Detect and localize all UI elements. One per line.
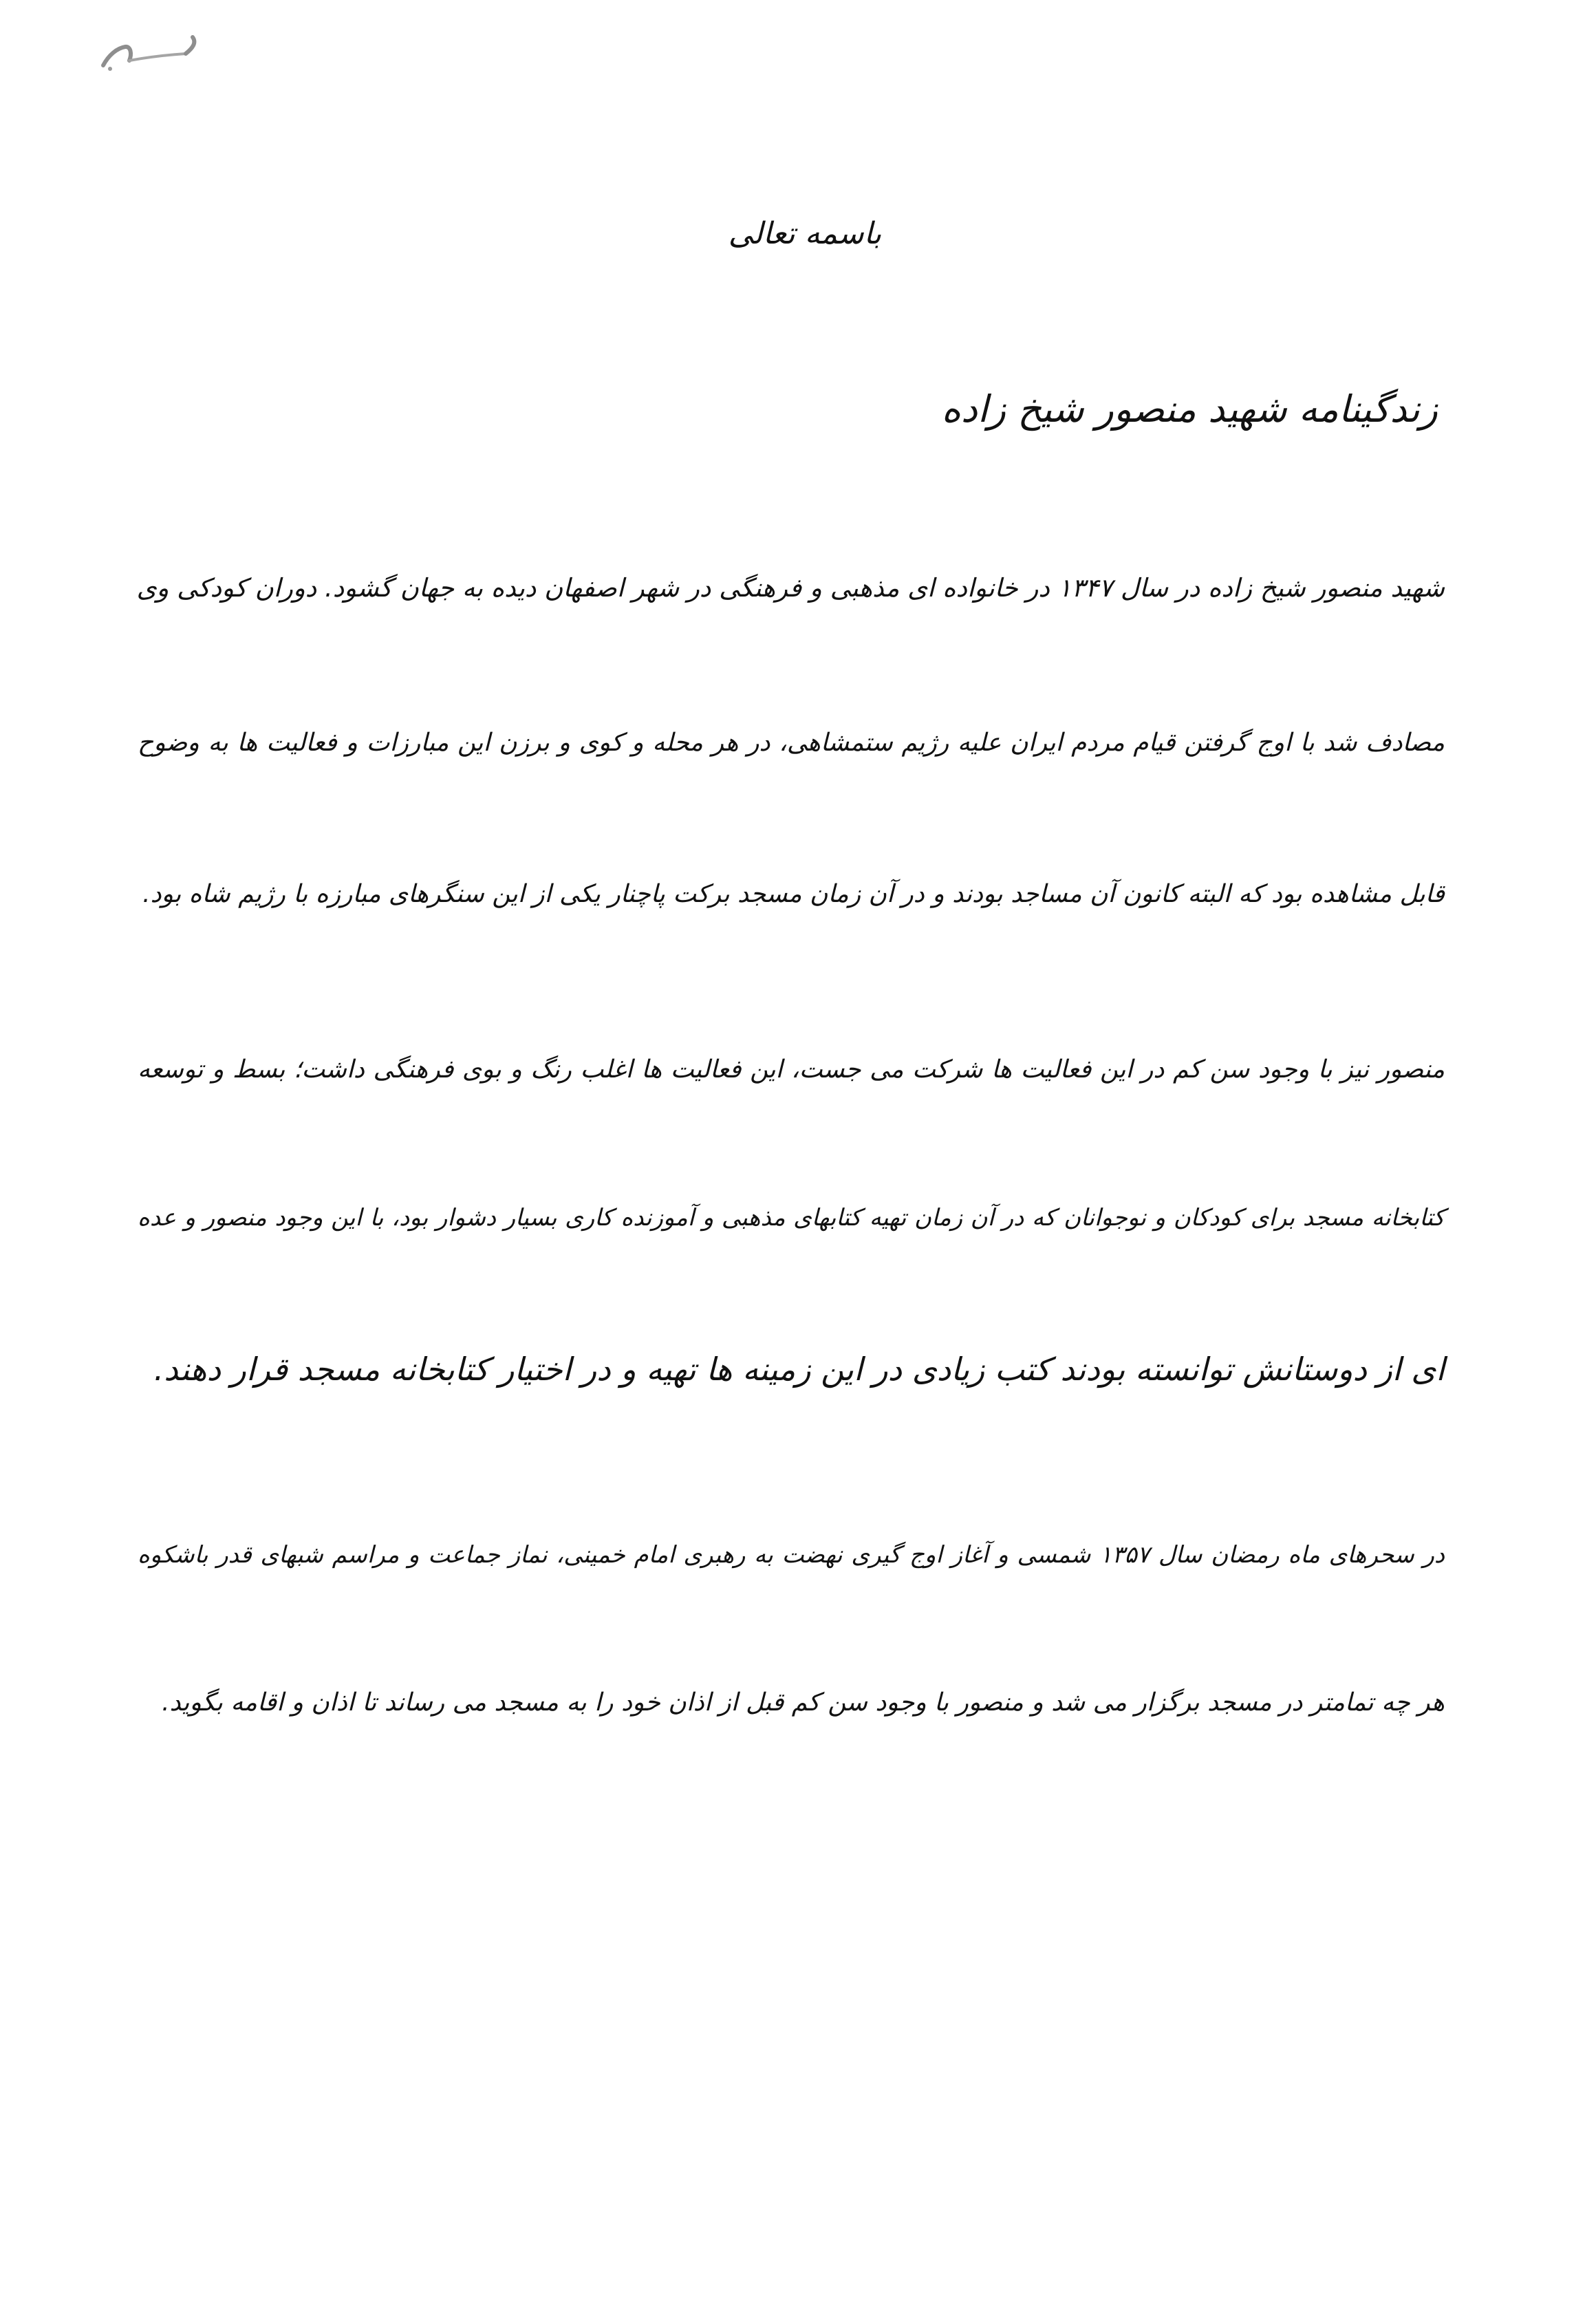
paragraph-2-line-1: منصور نیز با وجود سن کم در این فعالیت ها شرکت می جست، این فعالیت ها اغلب رنگ و بوی فرهنگی داشت؛ بسط و توسعه xyxy=(138,1055,1445,1084)
paragraph-1-line-2: مصادف شد با اوج گرفتن قیام مردم ایران علیه رژیم ستمشاهی، در هر محله و کوی و برزن این مبارزات و فعالیت ها به وضوح xyxy=(138,729,1445,757)
paragraph-2-line-2: کتابخانه مسجد برای کودکان و نوجوانان که در آن زمان تهیه کتابهای مذهبی و آموزنده کاری بسیار دشوار بود، با این وجود منصور و عده xyxy=(138,1204,1445,1232)
paragraph-1-line-1: شهید منصور شیخ زاده در سال ۱۳۴۷ در خانواده ای مذهبی و فرهنگی در شهر اصفهان دیده به جهان گشود. دوران کودکی وی xyxy=(136,573,1445,603)
paragraph-3-line-1: در سحرهای ماه رمضان سال ۱۳۵۷ شمسی و آغاز اوج گیری نهضت به رهبری امام خمینی، نماز جماعت و مراسم شبهای قدر باشکوه xyxy=(138,1541,1445,1569)
invocation-heading: باسمه تعالی xyxy=(728,216,882,251)
corner-pen-mark xyxy=(89,28,213,76)
document-title: زندگینامه شهید منصور شیخ زاده xyxy=(941,387,1438,431)
paragraph-3-line-2: هر چه تمامتر در مسجد برگزار می شد و منصور با وجود سن کم قبل از اذان خود را به مسجد می رساند تا اذان و اقامه بگوید. xyxy=(162,1688,1445,1717)
paragraph-1-line-3: قابل مشاهده بود که البته کانون آن مساجد بودند و در آن زمان مسجد برکت پاچنار یکی از این سنگرهای مبارزه با رژیم شاه بود. xyxy=(142,880,1445,908)
paragraph-2-line-3: ای از دوستانش توانسته بودند کتب زیادی در این زمینه ها تهیه و در اختیار کتابخانه مسجد قرار دهند. xyxy=(153,1351,1445,1388)
